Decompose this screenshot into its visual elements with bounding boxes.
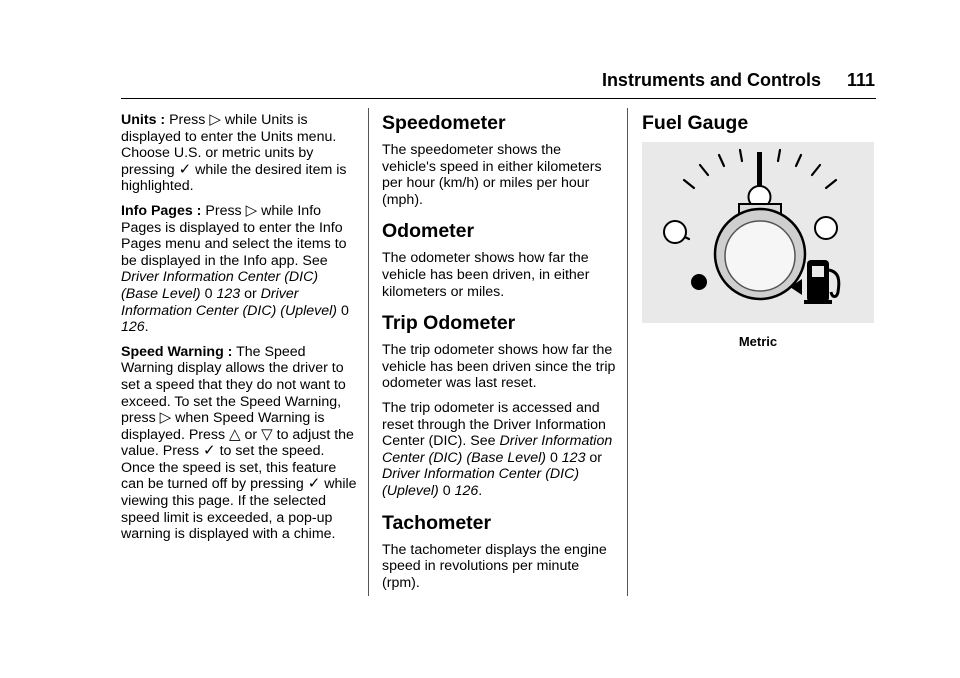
column-divider [627, 108, 628, 596]
up-arrow-icon: △ [229, 425, 241, 443]
select-button-icon: ▷ [245, 201, 258, 219]
gauge-tick [812, 165, 820, 175]
page-ref[interactable]: 126 [454, 482, 479, 499]
down-arrow-icon: ▽ [261, 425, 273, 443]
gauge-tick [700, 165, 708, 175]
gauge-tick [796, 155, 801, 166]
checkmark-icon: ✓ [307, 475, 321, 493]
checkmark-icon: ✓ [178, 160, 192, 178]
units-paragraph: Units : Press ▷ while Units is displayed to enter the Units menu. Choose U.S. or metric units by pressing ✓ while the desired item is highlighted. [121, 111, 347, 195]
column-1 [121, 112, 357, 551]
tachometer-heading: Tachometer [382, 511, 492, 534]
low-indicator-lamp [664, 221, 686, 243]
speedometer-body: The speedometer shows the vehicle's speed in either kilometers per hour (km/h) or miles per hour (mph). [382, 142, 602, 208]
page-ref-icon: 0 [442, 482, 451, 499]
trip-odometer-body-2: The trip odometer is accessed and reset through the Driver Information Center (DIC). See Driver Information Center (DIC) (Base Level) 0 123 or Driver Information Center (DIC) (Uplevel) 0 126. [382, 399, 613, 499]
trip-odometer-body-1: The trip odometer shows how far the vehicle has been driven since the trip odometer was last reset. [382, 342, 616, 392]
odometer-body: The odometer shows how far the vehicle has been driven, in either kilometers or miles. [382, 250, 590, 300]
fuel-gauge-heading: Fuel Gauge [642, 112, 749, 134]
cross-reference[interactable]: Driver Information Center (DIC) (Base Level) [382, 433, 613, 466]
page-ref-icon: 0 [340, 302, 349, 319]
speed-warning-paragraph: Speed Warning : The Speed Warning display allows the driver to set a speed that they do not want to exceed. To set the Speed Warning, press ▷ when Speed Warning is displayed. Press △ or ▽ to adjust the value. Press ✓ to set the speed. Once the speed is set, this feature can be turned off by pressing ✓ while viewing this page. If the selected speed limit is exceeded, a pop-up warning is displayed with a chime. [121, 343, 357, 543]
column-3 [642, 112, 876, 351]
page-ref-icon: 0 [204, 285, 213, 302]
gauge-tick [778, 150, 780, 161]
select-button-icon: ▷ [159, 409, 172, 427]
gauge-knob-face [725, 221, 795, 291]
column-divider [368, 108, 369, 596]
header-rule [121, 98, 876, 99]
gauge-tick [826, 180, 836, 188]
select-button-icon: ▷ [209, 111, 221, 128]
cross-reference[interactable]: Driver Information Center (DIC) (Uplevel) [121, 285, 338, 319]
page-ref[interactable]: 123 [561, 449, 586, 466]
page-ref[interactable]: 123 [216, 285, 241, 302]
odometer-heading: Odometer [382, 220, 475, 243]
page-number: 111 [846, 70, 875, 90]
speedometer-heading: Speedometer [382, 112, 506, 134]
cross-reference[interactable]: Driver Information Center (DIC) (Uplevel) [382, 466, 580, 499]
page-ref-icon: 0 [549, 449, 558, 466]
info-pages-paragraph: Info Pages : Press ▷ while Info Pages is displayed to enter the Info Pages menu and select the items to be displayed in the Info app. See Driver Information Center (DIC) (Base Level) 0 123 or Driver Information Center (DIC) (Uplevel) 0 126. [121, 201, 349, 336]
section-title: Instruments and Controls [601, 70, 821, 90]
tachometer-body: The tachometer displays the engine speed in revolutions per minute (rpm). [382, 541, 607, 591]
column-2 [382, 112, 618, 599]
page-header [0, 70, 875, 91]
figure-caption: Metric [738, 334, 778, 349]
gauge-tick [740, 150, 742, 161]
gauge-needle [757, 152, 762, 186]
fuel-gauge-illustration [642, 142, 874, 323]
high-indicator-lamp [815, 217, 837, 239]
page-ref[interactable]: 126 [121, 319, 145, 336]
gauge-tick [684, 180, 694, 188]
checkmark-icon: ✓ [203, 442, 216, 460]
empty-marker-dot [691, 274, 707, 290]
gauge-tick [719, 155, 724, 166]
cross-reference[interactable]: Driver Information Center (DIC) (Base Level) [121, 269, 319, 302]
trip-odometer-heading: Trip Odometer [382, 312, 516, 335]
fuel-gauge-figure [642, 142, 874, 323]
